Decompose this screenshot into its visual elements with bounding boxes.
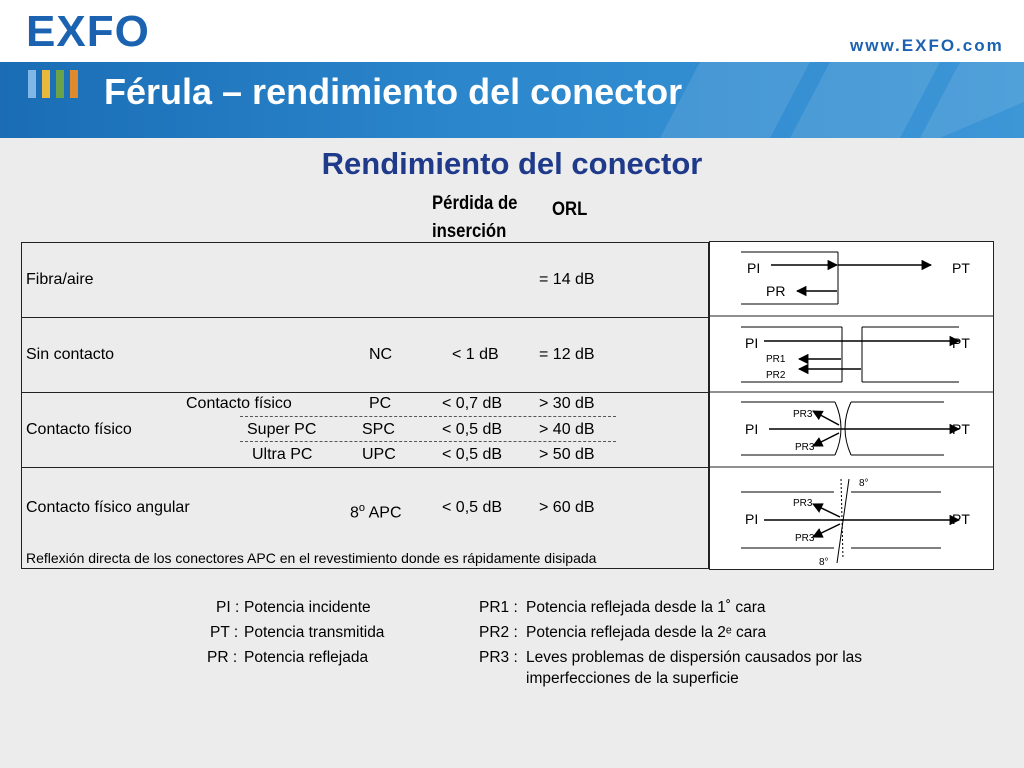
il-nc: < 1 dB <box>452 346 499 363</box>
row-label-sin-contacto: Sin contacto <box>26 346 115 363</box>
dotted-divider <box>240 416 616 417</box>
sub-spc-code: SPC <box>362 421 395 438</box>
apc-angle: 8 <box>350 504 359 522</box>
row-divider <box>21 317 709 318</box>
legend-key-pi: PI : <box>216 599 240 616</box>
label-pr1: PR1 <box>766 354 786 365</box>
row-divider <box>21 392 709 393</box>
label-pt: PT <box>952 335 970 351</box>
bar-1 <box>28 70 36 98</box>
bar-3 <box>56 70 64 98</box>
code-apc <box>350 499 402 522</box>
col-header-il-1: Pérdida de <box>432 193 518 214</box>
sub-pc-code: PC <box>369 395 392 412</box>
legend-key-pt: PT : <box>210 624 239 641</box>
legend-text-pi: Potencia incidente <box>244 599 371 616</box>
label-pi: PI <box>745 511 759 527</box>
sub-pc-name: Contacto físico <box>186 395 292 412</box>
row-label-fibra-aire: Fibra/aire <box>26 271 94 288</box>
row-label-contacto-fisico: Contacto físico <box>26 421 132 438</box>
section-title: Rendimiento del conector <box>321 146 703 181</box>
orl-apc: > 60 dB <box>539 499 595 516</box>
dotted-divider <box>240 441 616 442</box>
color-bars-icon <box>28 70 98 100</box>
legend-text-pr: Potencia reflejada <box>244 649 369 666</box>
bar-2 <box>42 70 50 98</box>
apc-note: Reflexión directa de los conectores APC en el revestimiento donde es rápidamente disipada <box>26 550 597 566</box>
legend-text-pt: Potencia transmitida <box>244 624 385 641</box>
sub-upc-name: Ultra PC <box>252 446 313 463</box>
label-pr: PR <box>766 283 786 299</box>
sub-spc-il: < 0,5 dB <box>442 421 503 438</box>
sub-pc-il: < 0,7 dB <box>442 395 503 412</box>
apc-label: APC <box>365 504 402 522</box>
banner-decoration <box>640 62 1024 138</box>
code-nc: NC <box>369 346 393 363</box>
legend-text-pr1: Potencia reflejada desde la 1˚ cara <box>526 599 766 616</box>
legend-key-pr1: PR1 : <box>479 599 518 616</box>
sub-pc-orl: > 30 dB <box>539 395 595 412</box>
legend-key-pr: PR : <box>207 649 238 666</box>
apc-degree: o <box>358 502 366 514</box>
label-angle-top: 8° <box>859 478 869 489</box>
label-pt: PT <box>952 421 970 437</box>
legend-text-pr2: Potencia reflejada desde la 2ᵉ cara <box>526 624 767 641</box>
label-pr3: PR3 <box>795 442 815 453</box>
website-url: www.EXFO.com <box>850 36 1004 55</box>
label-pi: PI <box>745 421 759 437</box>
label-pt: PT <box>952 511 970 527</box>
orl-nc: = 12 dB <box>539 346 595 363</box>
label-pi: PI <box>747 260 761 276</box>
label-pr3: PR3 <box>795 533 815 544</box>
col-header-orl: ORL <box>552 199 588 220</box>
page-title: Férula – rendimiento del conector <box>104 71 683 112</box>
sub-spc-name: Super PC <box>247 421 317 438</box>
exfo-logo: EXFO <box>26 7 150 56</box>
label-pt: PT <box>952 260 970 276</box>
sub-upc-il: < 0,5 dB <box>442 446 503 463</box>
row-label-angular: Contacto físico angular <box>26 499 190 516</box>
label-pr3: PR3 <box>793 498 813 509</box>
sub-spc-orl: > 40 dB <box>539 421 595 438</box>
legend-text-pr3-cont: imperfecciones de la superficie <box>526 670 739 687</box>
col-header-il-2: inserción <box>432 221 507 242</box>
legend-key-pr3: PR3 : <box>479 649 518 666</box>
orl-fibra-aire: = 14 dB <box>539 271 595 288</box>
connector-diagrams <box>709 241 994 570</box>
label-angle-bottom: 8° <box>819 557 829 568</box>
legend-text-pr3: Leves problemas de dispersión causados por las <box>526 649 863 666</box>
il-apc: < 0,5 dB <box>442 499 503 516</box>
sub-upc-code: UPC <box>362 446 396 463</box>
row-divider <box>21 467 709 468</box>
sub-upc-orl: > 50 dB <box>539 446 595 463</box>
label-pi: PI <box>745 335 759 351</box>
legend-key-pr2: PR2 : <box>479 624 518 641</box>
label-pr3: PR3 <box>793 409 813 420</box>
label-pr2: PR2 <box>766 370 786 381</box>
bar-4 <box>70 70 78 98</box>
